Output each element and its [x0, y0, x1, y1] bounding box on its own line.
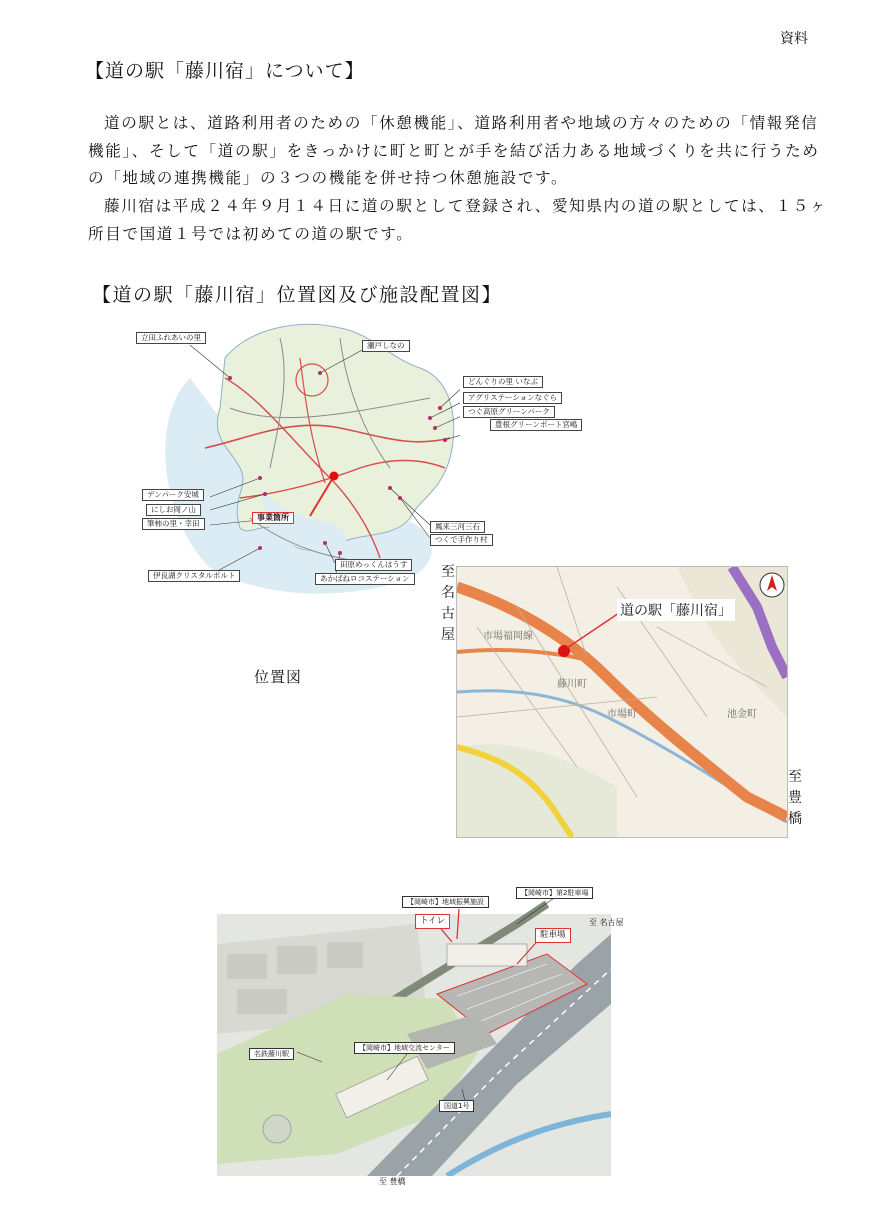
direction-to-toyohashi: 至豊橋 [788, 769, 802, 827]
detail-map [456, 566, 788, 838]
label-denpark: デンパーク安城 [142, 489, 204, 501]
label-agri: アグリステーションなぐら [463, 392, 562, 404]
svg-text:市場福岡線: 市場福岡線 [483, 631, 533, 642]
tag-toilet: トイレ [415, 914, 450, 929]
document-label: 資料 [780, 31, 808, 47]
tag-route-1: 国道1号 [439, 1100, 474, 1112]
label-tatta: 立田ふれあいの里 [136, 332, 206, 344]
label-irago: 伊良湖クリスタルポルト [148, 570, 240, 582]
facility-layout-diagram [217, 884, 624, 1186]
tag-meitetsu-station: 名鉄藤川駅 [249, 1048, 294, 1060]
label-houraijin: 鳳来三河三石 [430, 521, 485, 533]
label-donguri: どんぐりの里 いなぶ [463, 376, 543, 388]
label-tahara: 田原めっくんはうす [335, 559, 412, 571]
label-tsugu-handmade: つくで手作り村 [430, 534, 493, 546]
svg-text:池金町: 池金町 [727, 709, 757, 720]
label-seto: 瀬戸しなの [362, 340, 410, 352]
label-toyone: 豊根グリーンポート宮嶋 [490, 419, 582, 431]
label-nishio: にしお岡ノ山 [146, 504, 201, 516]
label-akabane: あかばねロコステーション [315, 573, 415, 585]
label-to-toyohashi: 至 豊橋 [379, 1177, 406, 1186]
project-site-marker [330, 472, 339, 481]
label-to-nagoya: 至 名古屋 [589, 918, 624, 927]
label-project-site: 事業箇所 [252, 512, 294, 524]
label-tsugu-kogen: つぐ高原グリーンパーク [463, 406, 555, 418]
direction-to-nagoya: 至名古屋 [441, 564, 455, 643]
tag-second-parking: 【岡崎市】第2駐車場 [516, 887, 593, 899]
tag-regional-promotion: 【岡崎市】地域振興施設 [402, 896, 489, 908]
svg-text:藤川町: 藤川町 [557, 679, 587, 690]
location-map-caption: 位置図 [254, 668, 303, 686]
section-title-maps: 【道の駅「藤川宿」位置図及び施設配置図】 [92, 284, 503, 306]
location-map [130, 318, 578, 603]
station-callout: 道の駅「藤川宿」 [617, 599, 735, 621]
paragraph-registration: 藤川宿は平成２４年９月１４日に道の駅として登録され、愛知県内の道の駅としては、１５ヶ所目で国道１号では初めての道の駅です。 [88, 197, 828, 243]
tag-parking: 駐車場 [535, 928, 571, 943]
paragraph-definition: 道の駅とは、道路利用者のための「休憩機能」、道路利用者や地域の方々のための「情報発信機能」、そして「道の駅」をきっかけに町と町とが手を結び活力ある地域づくりを共に行うための「地域の連携機能」の３つの機能を併せ持つ休憩施設です。 [88, 114, 820, 187]
label-hazu: 筆柿の里・幸田 [142, 518, 205, 530]
svg-text:市場町: 市場町 [607, 709, 637, 720]
tag-exchange-center: 【岡崎市】地域交流センター [354, 1042, 455, 1054]
section-title-about: 【道の駅「藤川宿」について】 [85, 60, 365, 82]
